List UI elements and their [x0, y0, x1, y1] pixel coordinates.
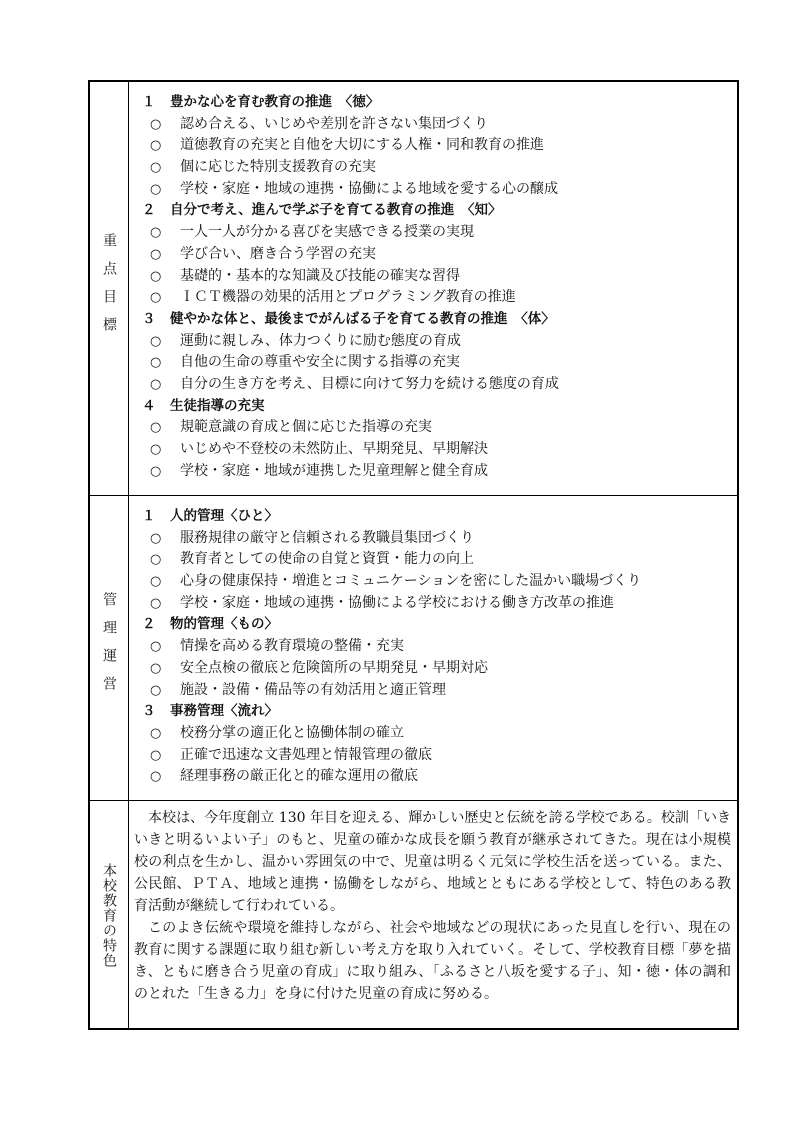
section-number: ３ [142, 703, 156, 720]
features-text [134, 807, 731, 1005]
section-title: 健やかな体と、最後までがんばる子を育てる教育の推進 〈体〉 [170, 310, 555, 327]
bullet-circle: ○ [150, 181, 162, 197]
section-title: 物的管理〈もの〉 [170, 616, 278, 633]
section-heading [138, 701, 737, 723]
list-item [138, 723, 737, 745]
item-text: ＩＣＴ機器の効果的活用とプログラミング教育の推進 [180, 289, 516, 306]
list-item [138, 157, 737, 179]
item-text: 心身の健康保持・増進とコミュニケーションを密にした温かい職場づくり [180, 573, 642, 590]
row-priority-goals [90, 82, 737, 495]
row-content [128, 801, 737, 1030]
bullet-circle: ○ [150, 333, 162, 349]
row-label-cell [90, 801, 129, 1030]
bullet-circle: ○ [150, 725, 162, 741]
list-item [138, 287, 737, 309]
item-text: 服務規律の厳守と信頼される教職員集団づくり [180, 529, 474, 546]
item-text: 学び合い、磨き合う学習の充実 [180, 245, 376, 262]
bullet-circle: ○ [150, 682, 162, 698]
row-content [128, 496, 737, 800]
section-heading [138, 92, 737, 114]
list-item [138, 135, 737, 157]
item-text: 安全点検の徹底と危険箇所の早期発見・早期対応 [180, 659, 488, 676]
item-text: 校務分掌の適正化と協働体制の確立 [180, 724, 404, 741]
list-item [138, 571, 737, 593]
item-text: 自他の生命の尊重や安全に関する指導の充実 [180, 354, 460, 371]
list-item [138, 114, 737, 136]
row-label: 本校教育の特色 [101, 863, 117, 968]
bullet-circle: ○ [150, 225, 162, 241]
item-text: 運動に親しみ、体力つくりに励む態度の育成 [180, 332, 461, 349]
bullet-circle: ○ [150, 116, 162, 132]
item-text: 正確で迅速な文書処理と情報管理の徹底 [180, 746, 432, 763]
list-item [138, 680, 737, 702]
item-text: 情操を高める教育環境の整備・充実 [180, 638, 404, 655]
section-heading [138, 614, 737, 636]
bullet-circle: ○ [150, 574, 162, 590]
bullet-circle: ○ [150, 639, 162, 655]
list-item [138, 244, 737, 266]
bullet-circle: ○ [150, 442, 162, 457]
item-text: 認め合える、いじめや差別を許さない集団づくり [180, 115, 488, 132]
bullet-circle: ○ [150, 552, 162, 568]
section-number: ２ [142, 616, 156, 633]
section-heading [138, 506, 737, 528]
bullet-circle: ○ [150, 660, 162, 676]
item-text: 基礎的・基本的な知識及び技能の確実な習得 [180, 267, 460, 284]
bullet-circle: ○ [150, 246, 162, 262]
section-number: ２ [142, 202, 156, 219]
section-number: １ [142, 94, 156, 110]
item-text: 規範意識の育成と個に応じた指導の充実 [180, 419, 432, 436]
list-item [138, 658, 737, 680]
section-title: 生徒指導の充実 [170, 397, 265, 414]
row-school-features [90, 800, 737, 1030]
row-management [90, 495, 737, 800]
item-text: いじめや不登校の未然防止、早期発見、早期解決 [180, 441, 488, 457]
list-item [138, 266, 737, 288]
list-item [138, 549, 737, 571]
bullet-circle: ○ [150, 463, 162, 479]
list-item [138, 331, 737, 353]
section-heading [138, 200, 737, 222]
row-label: 重点目標 [101, 232, 117, 345]
management-list [128, 496, 737, 788]
bullet-circle: ○ [150, 769, 162, 785]
bullet-circle: ○ [150, 355, 162, 371]
item-text: 個に応じた特別支援教育の充実 [180, 159, 376, 176]
item-text: 教育者としての使命の自覚と資質・能力の向上 [180, 551, 474, 568]
list-item [138, 417, 737, 439]
list-item [138, 766, 737, 788]
bullet-circle: ○ [150, 376, 162, 392]
item-text: 学校・家庭・地域の連携・協働による地域を愛する心の醸成 [180, 180, 558, 197]
section-number: ４ [142, 397, 156, 414]
list-item [138, 593, 737, 615]
bullet-circle: ○ [150, 420, 162, 436]
section-title: 人的管理〈ひと〉 [170, 508, 278, 524]
section-number: １ [142, 508, 156, 524]
list-item [138, 745, 737, 767]
goal-list [128, 82, 737, 482]
list-item [138, 352, 737, 374]
item-text: 施設・設備・備品等の有効活用と適正管理 [180, 681, 446, 698]
row-label-cell [90, 496, 129, 800]
school-policy-table [88, 80, 739, 1030]
bullet-circle: ○ [150, 290, 162, 306]
item-text: 道徳教育の充実と自他を大切にする人権・同和教育の推進 [180, 137, 544, 154]
bullet-circle: ○ [150, 530, 162, 546]
paragraph: 本校は、今年度創立 130 年目を迎える、輝かしい歴史と伝統を誇る学校である。校訓「いきいきと明るいよい子」のもと、児童の確かな成長を願う教育が継承されてきた。現在は小規模校の利点を生かし、温かい雰囲気の中で、児童は明るく元気に学校生活を送っている。また、公民館、ＰＴＡ、地域と連携・協働をしながら、地域とともにある学校として、特色のある教育活動が継続して行われている。 [134, 810, 731, 914]
item-text: 学校・家庭・地域の連携・協働による学校における働き方改革の推進 [180, 594, 614, 611]
section-heading [138, 396, 737, 418]
bullet-circle: ○ [150, 747, 162, 763]
row-label: 管理運営 [101, 592, 117, 704]
list-item [138, 179, 737, 201]
bullet-circle: ○ [150, 138, 162, 154]
item-text: 経理事務の厳正化と的確な運用の徹底 [180, 768, 418, 785]
list-item [138, 439, 737, 461]
section-title: 自分で考え、進んで学ぶ子を育てる教育の推進 〈知〉 [170, 202, 502, 219]
section-title: 豊かな心を育む教育の推進 〈徳〉 [170, 94, 380, 110]
bullet-circle: ○ [150, 160, 162, 176]
item-text: 自分の生き方を考え、目標に向けて努力を続ける態度の育成 [180, 375, 559, 392]
item-text: 一人一人が分かる喜びを実感できる授業の実現 [180, 224, 474, 241]
bullet-circle: ○ [150, 268, 162, 284]
row-label-cell [90, 82, 129, 495]
list-item [138, 528, 737, 550]
list-item [138, 374, 737, 396]
section-title: 事務管理〈流れ〉 [170, 703, 278, 720]
list-item [138, 461, 737, 483]
paragraph: このよき伝統や環境を維持しながら、社会や地域などの現状にあった見直しを行い、現在の教育に関する課題に取り組む新しい考え方を取り入れていく。そして、学校教育目標「夢を描き、ともに磨き合う児童の育成」に取り組み、「ふるさと八坂を愛する子」、知・徳・体の調和のとれた「生きる力」を身に付けた児童の育成に努める。 [134, 920, 731, 1002]
list-item [138, 222, 737, 244]
section-heading [138, 309, 737, 331]
list-item [138, 636, 737, 658]
bullet-circle: ○ [150, 595, 162, 611]
section-number: ３ [142, 310, 156, 327]
row-content [128, 82, 737, 495]
item-text: 学校・家庭・地域が連携した児童理解と健全育成 [180, 462, 488, 479]
